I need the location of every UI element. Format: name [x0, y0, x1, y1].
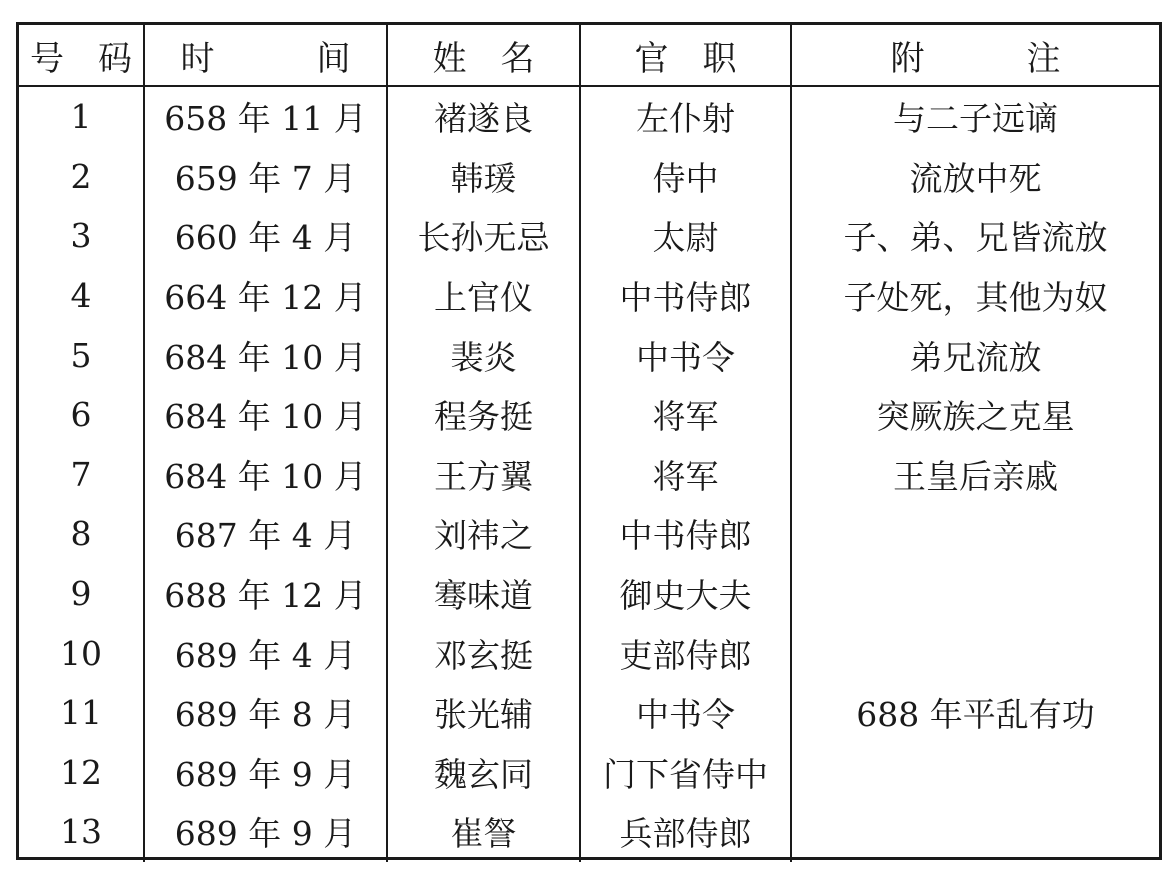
cell-note: 突厥族之克星: [791, 385, 1159, 445]
cell-time: 684 年 10 月: [144, 385, 387, 445]
cell-note: [791, 504, 1159, 564]
cell-time: 688 年 12 月: [144, 564, 387, 624]
cell-name: 邓玄挺: [387, 623, 580, 683]
cell-office: 吏部侍郎: [580, 623, 791, 683]
cell-office: 门下省侍中: [580, 743, 791, 803]
table-row: [19, 564, 1159, 624]
cell-name: 褚遂良: [387, 86, 580, 147]
cell-office: 将军: [580, 445, 791, 505]
cell-office: 将军: [580, 385, 791, 445]
cell-number: 10: [60, 633, 102, 673]
cell-number: 4: [70, 276, 92, 316]
cell-number: 5: [70, 335, 92, 375]
table-header: [19, 25, 1159, 86]
cell-name: 骞味道: [387, 564, 580, 624]
cell-note: [791, 623, 1159, 683]
table-row: [19, 802, 1159, 862]
cell-number: 3: [70, 216, 92, 256]
cell-note: [791, 564, 1159, 624]
cell-note: 子处死，其他为奴: [791, 266, 1159, 326]
cell-name: 崔詧: [387, 802, 580, 862]
cell-number: 1: [70, 97, 92, 137]
cell-office: 左仆射: [580, 86, 791, 147]
cell-note: [791, 802, 1159, 862]
cell-note: 688 年平乱有功: [791, 683, 1159, 743]
cell-time: 660 年 4 月: [144, 206, 387, 266]
cell-note: 王皇后亲戚: [791, 445, 1159, 505]
cell-name: 魏玄同: [387, 743, 580, 803]
cell-time: 664 年 12 月: [144, 266, 387, 326]
cell-note: [791, 743, 1159, 803]
cell-office: 侍中: [580, 147, 791, 207]
table-row: [19, 623, 1159, 683]
cell-time: 689 年 4 月: [144, 623, 387, 683]
table-row: [19, 445, 1159, 505]
cell-note: 弟兄流放: [791, 325, 1159, 385]
table-row: [19, 86, 1159, 147]
cell-time: 659 年 7 月: [144, 147, 387, 207]
cell-name: 裴炎: [387, 325, 580, 385]
cell-number: 8: [70, 514, 92, 554]
cell-name: 韩瑗: [387, 147, 580, 207]
cell-office: 中书令: [580, 683, 791, 743]
cell-name: 程务挺: [387, 385, 580, 445]
cell-name: 刘祎之: [387, 504, 580, 564]
header-office: 官 职: [580, 25, 791, 86]
table-row: [19, 147, 1159, 207]
cell-name: 长孙无忌: [387, 206, 580, 266]
cell-note: 与二子远谪: [791, 86, 1159, 147]
cell-time: 658 年 11 月: [144, 86, 387, 147]
cell-time: 684 年 10 月: [144, 445, 387, 505]
cell-name: 张光辅: [387, 683, 580, 743]
cell-number: 2: [70, 156, 92, 196]
cell-number: 12: [60, 752, 102, 792]
table-row: [19, 325, 1159, 385]
cell-number: 13: [60, 812, 102, 852]
cell-number: 7: [70, 454, 92, 494]
cell-time: 689 年 9 月: [144, 743, 387, 803]
header-time: 时 间: [144, 25, 387, 86]
cell-note: 流放中死: [791, 147, 1159, 207]
header-name: 姓 名: [387, 25, 580, 86]
cell-number: 11: [60, 693, 102, 733]
cell-number: 9: [70, 574, 92, 614]
header-note: 附 注: [791, 25, 1159, 86]
cell-office: 中书侍郎: [580, 266, 791, 326]
cell-time: 689 年 9 月: [144, 802, 387, 862]
cell-office: 兵部侍郎: [580, 802, 791, 862]
cell-office: 中书令: [580, 325, 791, 385]
cell-time: 689 年 8 月: [144, 683, 387, 743]
table-row: [19, 504, 1159, 564]
table-row: [19, 385, 1159, 445]
cell-name: 上官仪: [387, 266, 580, 326]
cell-time: 687 年 4 月: [144, 504, 387, 564]
cell-number: 6: [70, 395, 92, 435]
table-row: [19, 206, 1159, 266]
cell-office: 太尉: [580, 206, 791, 266]
table-row: [19, 266, 1159, 326]
cell-office: 御史大夫: [580, 564, 791, 624]
officials-table: [16, 22, 1162, 860]
cell-name: 王方翼: [387, 445, 580, 505]
header-row: [19, 25, 1159, 86]
table-body: [19, 86, 1159, 862]
data-table: [19, 25, 1159, 862]
table-row: [19, 683, 1159, 743]
table-row: [19, 743, 1159, 803]
header-number: 号 码: [19, 25, 144, 86]
cell-office: 中书侍郎: [580, 504, 791, 564]
cell-time: 684 年 10 月: [144, 325, 387, 385]
cell-note: 子、弟、兄皆流放: [791, 206, 1159, 266]
